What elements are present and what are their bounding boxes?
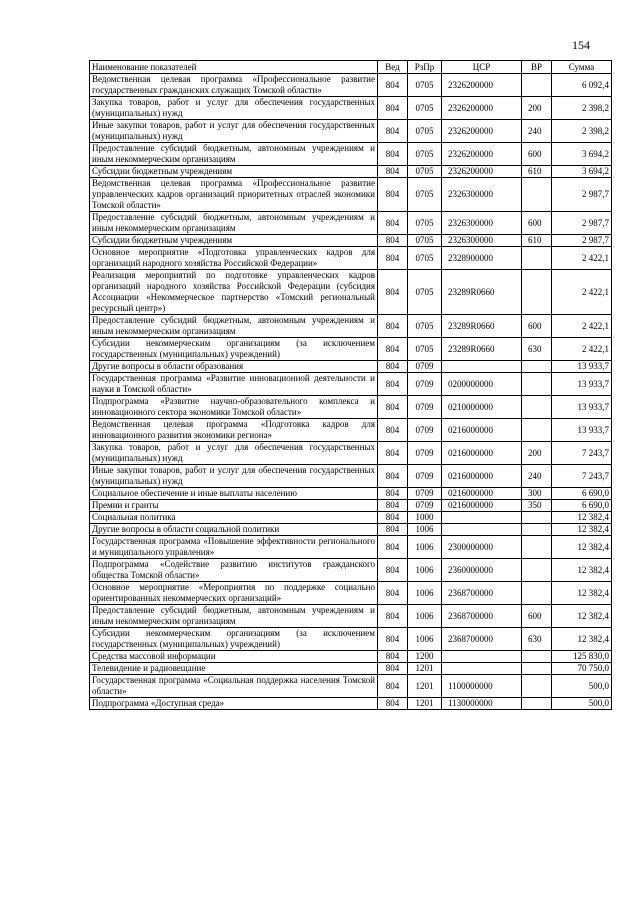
table-row <box>90 582 612 605</box>
cell-vr: 600 <box>522 143 552 166</box>
cell-csr: 2326200000 <box>442 143 522 166</box>
cell-rzpr: 0709 <box>408 396 442 419</box>
cell-name: Социальное обеспечение и иные выплаты населению <box>90 488 378 500</box>
table-row <box>90 651 612 663</box>
cell-vr: 600 <box>522 212 552 235</box>
table-header-row <box>90 61 612 74</box>
cell-sum: 12 382,4 <box>552 605 612 628</box>
table-row <box>90 338 612 361</box>
cell-ved: 804 <box>378 628 408 651</box>
table-row <box>90 74 612 97</box>
cell-name: Премии и гранты <box>90 500 378 512</box>
cell-sum: 12 382,4 <box>552 559 612 582</box>
table-row <box>90 698 612 710</box>
cell-vr: 610 <box>522 166 552 178</box>
cell-sum: 12 382,4 <box>552 536 612 559</box>
cell-sum: 7 243,7 <box>552 442 612 465</box>
cell-ved: 804 <box>378 663 408 675</box>
cell-vr: 240 <box>522 465 552 488</box>
cell-ved: 804 <box>378 651 408 663</box>
cell-sum: 6 690,0 <box>552 488 612 500</box>
header-sum: Сумма <box>552 61 612 74</box>
table-row <box>90 373 612 396</box>
cell-vr <box>522 419 552 442</box>
cell-name: Субсидии некоммерческим организациям (за исключением государственных (муниципальных) учреждений) <box>90 338 378 361</box>
cell-rzpr: 0705 <box>408 143 442 166</box>
cell-sum: 13 933,7 <box>552 373 612 396</box>
budget-table <box>89 60 612 710</box>
cell-name: Основное мероприятие «Подготовка управленческих кадров для организаций народного хозяйства Российской Федерации» <box>90 247 378 270</box>
cell-csr: 23289R0660 <box>442 315 522 338</box>
cell-rzpr: 0705 <box>408 235 442 247</box>
table-row <box>90 396 612 419</box>
cell-rzpr: 0709 <box>408 442 442 465</box>
cell-csr: 0210000000 <box>442 396 522 419</box>
cell-name: Другие вопросы в области образования <box>90 361 378 373</box>
cell-rzpr: 0705 <box>408 120 442 143</box>
table-row <box>90 178 612 212</box>
cell-sum: 3 694,2 <box>552 166 612 178</box>
cell-rzpr: 0709 <box>408 465 442 488</box>
cell-vr: 610 <box>522 235 552 247</box>
cell-ved: 804 <box>378 247 408 270</box>
cell-csr <box>442 651 522 663</box>
cell-name: Закупка товаров, работ и услуг для обеспечения государственных (муниципальных) нужд <box>90 97 378 120</box>
table-row <box>90 628 612 651</box>
cell-vr <box>522 698 552 710</box>
cell-vr <box>522 512 552 524</box>
cell-ved: 804 <box>378 698 408 710</box>
cell-sum: 70 750,0 <box>552 663 612 675</box>
table-row <box>90 512 612 524</box>
table-row <box>90 419 612 442</box>
cell-ved: 804 <box>378 120 408 143</box>
cell-sum: 500,0 <box>552 698 612 710</box>
cell-name: Иные закупки товаров, работ и услуг для обеспечения государственных (муниципальных) нужд <box>90 120 378 143</box>
cell-vr <box>522 247 552 270</box>
cell-vr <box>522 361 552 373</box>
table-row <box>90 247 612 270</box>
cell-ved: 804 <box>378 488 408 500</box>
cell-name: Государственная программа «Социальная поддержка населения Томской области» <box>90 675 378 698</box>
table-row <box>90 663 612 675</box>
cell-name: Предоставление субсидий бюджетным, автономным учреждениям и иным некоммерческим организациям <box>90 315 378 338</box>
cell-rzpr: 0709 <box>408 361 442 373</box>
cell-vr <box>522 675 552 698</box>
cell-ved: 804 <box>378 74 408 97</box>
cell-sum: 13 933,7 <box>552 361 612 373</box>
cell-csr: 2360000000 <box>442 559 522 582</box>
header-name: Наименование показателей <box>90 61 378 74</box>
table-row <box>90 212 612 235</box>
cell-csr: 2326200000 <box>442 166 522 178</box>
cell-csr: 2300000000 <box>442 536 522 559</box>
table-body <box>90 74 612 710</box>
cell-name: Подпрограмма «Доступная среда» <box>90 698 378 710</box>
cell-csr: 0216000000 <box>442 488 522 500</box>
cell-ved: 804 <box>378 235 408 247</box>
cell-sum: 13 933,7 <box>552 419 612 442</box>
cell-csr: 2326300000 <box>442 178 522 212</box>
cell-sum: 12 382,4 <box>552 512 612 524</box>
header-rzpr: РзПр <box>408 61 442 74</box>
table-row <box>90 143 612 166</box>
cell-ved: 804 <box>378 500 408 512</box>
cell-vr: 350 <box>522 500 552 512</box>
cell-name: Предоставление субсидий бюджетным, автономным учреждениям и иным некоммерческим организациям <box>90 605 378 628</box>
cell-sum: 125 830,0 <box>552 651 612 663</box>
table-row <box>90 488 612 500</box>
cell-rzpr: 1201 <box>408 698 442 710</box>
cell-vr: 200 <box>522 442 552 465</box>
table-row <box>90 559 612 582</box>
table-row <box>90 270 612 315</box>
cell-ved: 804 <box>378 338 408 361</box>
cell-csr: 0200000000 <box>442 373 522 396</box>
cell-csr: 2326200000 <box>442 97 522 120</box>
cell-sum: 2 422,1 <box>552 270 612 315</box>
cell-ved: 804 <box>378 178 408 212</box>
cell-rzpr: 1200 <box>408 651 442 663</box>
cell-sum: 2 422,1 <box>552 338 612 361</box>
cell-sum: 2 987,7 <box>552 178 612 212</box>
cell-csr: 0216000000 <box>442 500 522 512</box>
table-row <box>90 235 612 247</box>
cell-ved: 804 <box>378 419 408 442</box>
cell-sum: 2 398,2 <box>552 120 612 143</box>
cell-rzpr: 1201 <box>408 663 442 675</box>
cell-sum: 13 933,7 <box>552 396 612 419</box>
cell-rzpr: 1006 <box>408 605 442 628</box>
cell-sum: 2 422,1 <box>552 247 612 270</box>
cell-rzpr: 0709 <box>408 500 442 512</box>
cell-name: Субсидии бюджетным учреждениям <box>90 235 378 247</box>
cell-ved: 804 <box>378 442 408 465</box>
cell-sum: 12 382,4 <box>552 628 612 651</box>
cell-rzpr: 1006 <box>408 524 442 536</box>
cell-sum: 2 422,1 <box>552 315 612 338</box>
cell-vr <box>522 74 552 97</box>
cell-vr: 300 <box>522 488 552 500</box>
cell-csr: 2368700000 <box>442 582 522 605</box>
table-row <box>90 442 612 465</box>
cell-rzpr: 0705 <box>408 247 442 270</box>
cell-name: Субсидии бюджетным учреждениям <box>90 166 378 178</box>
cell-rzpr: 1006 <box>408 582 442 605</box>
cell-name: Субсидии некоммерческим организациям (за исключением государственных (муниципальных) учреждений) <box>90 628 378 651</box>
table-row <box>90 465 612 488</box>
cell-name: Подпрограмма «Развитие научно-образовательного комплекса и инновационного сектора экономики Томской области» <box>90 396 378 419</box>
cell-name: Закупка товаров, работ и услуг для обеспечения государственных (муниципальных) нужд <box>90 442 378 465</box>
cell-ved: 804 <box>378 605 408 628</box>
table-row <box>90 605 612 628</box>
cell-vr <box>522 663 552 675</box>
cell-name: Телевидение и радиовещание <box>90 663 378 675</box>
cell-csr: 2326300000 <box>442 212 522 235</box>
cell-sum: 6 690,0 <box>552 500 612 512</box>
table-row <box>90 315 612 338</box>
cell-rzpr: 0709 <box>408 373 442 396</box>
header-csr: ЦСР <box>442 61 522 74</box>
table-row <box>90 524 612 536</box>
cell-vr: 200 <box>522 97 552 120</box>
table-row <box>90 536 612 559</box>
cell-vr <box>522 178 552 212</box>
cell-ved: 804 <box>378 675 408 698</box>
cell-vr <box>522 651 552 663</box>
cell-name: Ведомственная целевая программа «Подготовка кадров для инновационного развития экономики региона» <box>90 419 378 442</box>
cell-vr <box>522 536 552 559</box>
cell-ved: 804 <box>378 143 408 166</box>
cell-name: Реализация мероприятий по подготовке управленческих кадров организаций народного хозяйства Российской Федерации (субсидия Ассоциации «Некоммерческое партнерство «Томский региональный ресурсный центр») <box>90 270 378 315</box>
cell-rzpr: 0705 <box>408 97 442 120</box>
cell-sum: 2 987,7 <box>552 235 612 247</box>
cell-csr: 23289R0660 <box>442 338 522 361</box>
cell-sum: 2 398,2 <box>552 97 612 120</box>
cell-vr: 630 <box>522 628 552 651</box>
header-ved: Вед <box>378 61 408 74</box>
cell-csr <box>442 663 522 675</box>
cell-csr: 1100000000 <box>442 675 522 698</box>
cell-name: Государственная программа «Развитие инновационной деятельности и науки в Томской области» <box>90 373 378 396</box>
cell-ved: 804 <box>378 315 408 338</box>
cell-name: Иные закупки товаров, работ и услуг для обеспечения государственных (муниципальных) нужд <box>90 465 378 488</box>
cell-ved: 804 <box>378 373 408 396</box>
cell-name: Предоставление субсидий бюджетным, автономным учреждениям и иным некоммерческим организациям <box>90 212 378 235</box>
cell-ved: 804 <box>378 465 408 488</box>
cell-sum: 7 243,7 <box>552 465 612 488</box>
cell-ved: 804 <box>378 582 408 605</box>
cell-ved: 804 <box>378 166 408 178</box>
page-number: 154 <box>572 38 590 52</box>
table-row <box>90 675 612 698</box>
cell-ved: 804 <box>378 524 408 536</box>
cell-rzpr: 0705 <box>408 212 442 235</box>
cell-name: Средства массовой информации <box>90 651 378 663</box>
cell-sum: 12 382,4 <box>552 582 612 605</box>
cell-ved: 804 <box>378 361 408 373</box>
cell-rzpr: 0705 <box>408 270 442 315</box>
cell-rzpr: 1006 <box>408 628 442 651</box>
cell-name: Ведомственная целевая программа «Профессиональное развитие государственных гражданских служащих Томской области» <box>90 74 378 97</box>
cell-name: Социальная политика <box>90 512 378 524</box>
cell-ved: 804 <box>378 512 408 524</box>
cell-ved: 804 <box>378 270 408 315</box>
cell-name: Государственная программа «Повышение эффективности регионального и муниципального управления» <box>90 536 378 559</box>
cell-csr: 2326200000 <box>442 74 522 97</box>
cell-csr: 1130000000 <box>442 698 522 710</box>
cell-name: Ведомственная целевая программа «Профессиональное развитие управленческих кадров организаций приоритетных отраслей экономики Томской области» <box>90 178 378 212</box>
cell-rzpr: 0705 <box>408 166 442 178</box>
cell-sum: 2 987,7 <box>552 212 612 235</box>
cell-rzpr: 1006 <box>408 559 442 582</box>
cell-sum: 3 694,2 <box>552 143 612 166</box>
cell-rzpr: 0705 <box>408 315 442 338</box>
cell-csr: 0216000000 <box>442 465 522 488</box>
cell-name: Основное мероприятие «Мероприятия по поддержке социально ориентированных некоммерческих организаций» <box>90 582 378 605</box>
cell-csr <box>442 524 522 536</box>
table-row <box>90 361 612 373</box>
cell-ved: 804 <box>378 97 408 120</box>
cell-name: Предоставление субсидий бюджетным, автономным учреждениям и иным некоммерческим организациям <box>90 143 378 166</box>
cell-rzpr: 0709 <box>408 419 442 442</box>
cell-ved: 804 <box>378 396 408 419</box>
cell-csr: 2368700000 <box>442 628 522 651</box>
cell-vr <box>522 524 552 536</box>
cell-vr: 240 <box>522 120 552 143</box>
cell-rzpr: 0705 <box>408 74 442 97</box>
cell-rzpr: 1201 <box>408 675 442 698</box>
cell-csr <box>442 361 522 373</box>
cell-sum: 6 092,4 <box>552 74 612 97</box>
cell-name: Другие вопросы в области социальной политики <box>90 524 378 536</box>
cell-csr <box>442 512 522 524</box>
cell-csr: 2326300000 <box>442 235 522 247</box>
cell-csr: 2328900000 <box>442 247 522 270</box>
cell-vr: 600 <box>522 605 552 628</box>
cell-rzpr: 0705 <box>408 178 442 212</box>
cell-csr: 0216000000 <box>442 442 522 465</box>
cell-rzpr: 0705 <box>408 338 442 361</box>
cell-vr <box>522 373 552 396</box>
cell-rzpr: 0709 <box>408 488 442 500</box>
table-row <box>90 166 612 178</box>
cell-vr: 600 <box>522 315 552 338</box>
cell-vr: 630 <box>522 338 552 361</box>
cell-rzpr: 1006 <box>408 536 442 559</box>
cell-csr: 0216000000 <box>442 419 522 442</box>
cell-vr <box>522 396 552 419</box>
header-vr: ВР <box>522 61 552 74</box>
cell-vr <box>522 559 552 582</box>
cell-sum: 500,0 <box>552 675 612 698</box>
cell-sum: 12 382,4 <box>552 524 612 536</box>
cell-vr <box>522 582 552 605</box>
table-row <box>90 500 612 512</box>
cell-csr: 2368700000 <box>442 605 522 628</box>
cell-name: Подпрограмма «Содействие развитию институтов гражданского общества Томской области» <box>90 559 378 582</box>
cell-ved: 804 <box>378 536 408 559</box>
cell-vr <box>522 270 552 315</box>
cell-ved: 804 <box>378 212 408 235</box>
table-row <box>90 120 612 143</box>
cell-csr: 2326200000 <box>442 120 522 143</box>
cell-ved: 804 <box>378 559 408 582</box>
cell-rzpr: 1000 <box>408 512 442 524</box>
cell-csr: 23289R0660 <box>442 270 522 315</box>
table-row <box>90 97 612 120</box>
